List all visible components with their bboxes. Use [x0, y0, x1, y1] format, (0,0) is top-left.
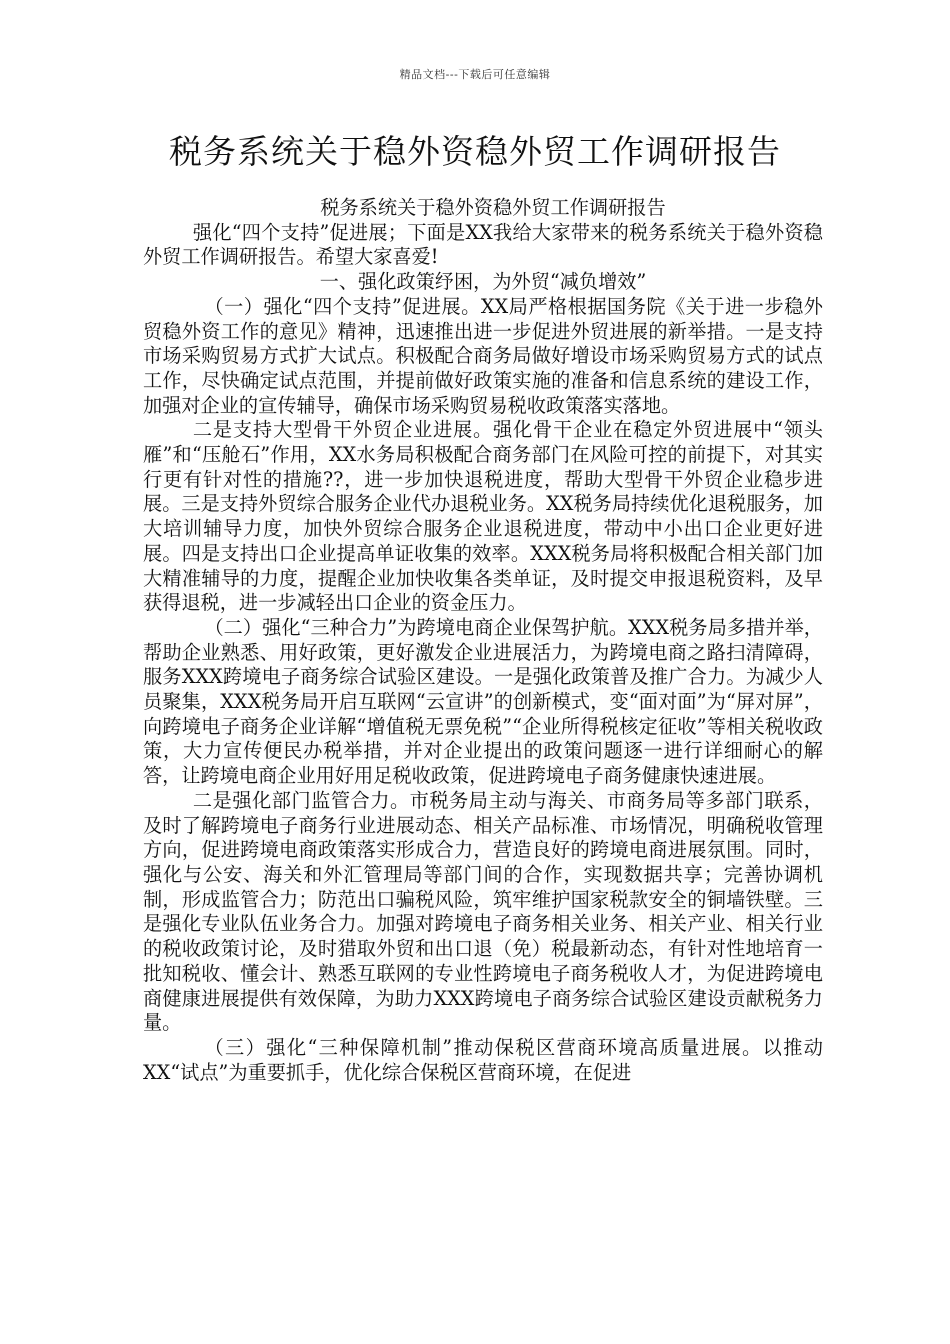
paragraph-5: （三）强化“三种保障机制”推动保税区营商环境高质量进展。以推动XX“试点”为重要抓手，优化综合保税区营商环境，在促进: [143, 1035, 823, 1084]
intro-paragraph: 强化“四个支持”促进展；下面是XX我给大家带来的税务系统关于稳外资稳外贸工作调研报告。希望大家喜爱!: [143, 220, 823, 269]
paragraph-2: 二是支持大型骨干外贸企业进展。强化骨干企业在稳定外贸进展中“领头雁”和“压舱石”作用，XX水务局积极配合商务部门在风险可控的前提下，对其实行更有针对性的措施??，进一步加快退税进度，帮助大型骨干外贸企业稳步进展。三是支持外贸综合服务企业代办退税业务。XX税务局持续优化退税服务，加大培训辅导力度，加快外贸综合服务企业退税进度，带动中小出口企业更好进展。四是支持出口企业提高单证收集的效率。XXX税务局将积极配合相关部门加大精准辅导的力度，提醒企业加快收集各类单证，及时提交申报退税资料，及早获得退税，进一步减轻出口企业的资金压力。: [143, 418, 823, 615]
document-subtitle: 税务系统关于稳外资稳外贸工作调研报告: [320, 196, 666, 219]
section-heading-1: 一、强化政策纾困，为外贸“减负增效”: [319, 270, 647, 294]
document-title: 税务系统关于稳外资稳外贸工作调研报告: [169, 132, 781, 171]
header-note: 精品文档---下载后可任意编辑: [399, 68, 551, 81]
paragraph-1: （一）强化“四个支持”促进展。XX局严格根据国务院《关于进一步稳外贸稳外资工作的意见》精神，迅速推出进一步促进外贸进展的新举措。一是支持市场采购贸易方式扩大试点。积极配合商务局做好增设市场采购贸易方式的试点工作，尽快确定试点范围，并提前做好政策实施的准备和信息系统的建设工作，加强对企业的宣传辅导，确保市场采购贸易税收政策落实落地。: [143, 294, 823, 417]
document-body: [143, 196, 823, 1085]
paragraph-4: 二是强化部门监管合力。市税务局主动与海关、市商务局等多部门联系，及时了解跨境电子商务行业进展动态、相关产品标准、市场情况，明确税收管理方向，促进跨境电商政策落实形成合力，营造良好的跨境电商进展氛围。同时，强化与公安、海关和外汇管理局等部门间的合作，实现数据共享；完善协调机制，形成监管合力；防范出口骗税风险，筑牢维护国家税款安全的铜墙铁壁。三是强化专业队伍业务合力。加强对跨境电子商务相关业务、相关产业、相关行业的税收政策讨论，及时猎取外贸和出口退（免）税最新动态，有针对性地培育一批知税收、懂会计、熟悉互联网的专业性跨境电子商务税收人才，为促进跨境电商健康进展提供有效保障，为助力XXX跨境电子商务综合试验区建设贡献税务力量。: [143, 788, 823, 1035]
paragraph-3: （二）强化“三种合力”为跨境电商企业保驾护航。XXX税务局多措并举，帮助企业熟悉、用好政策，更好激发企业进展活力，为跨境电商之路扫清障碍，服务XXX跨境电子商务综合试验区建设。一是强化政策普及推广合力。为减少人员聚集，XXX税务局开启互联网“云宣讲”的创新模式，变“面对面”为“屏对屏”，向跨境电子商务企业详解“增值税无票免税”“企业所得税核定征收”等相关税收政策，大力宣传便民办税举措，并对企业提出的政策问题逐一进行详细耐心的解答，让跨境电商企业用好用足税收政策，促进跨境电子商务健康快速进展。: [143, 615, 823, 788]
